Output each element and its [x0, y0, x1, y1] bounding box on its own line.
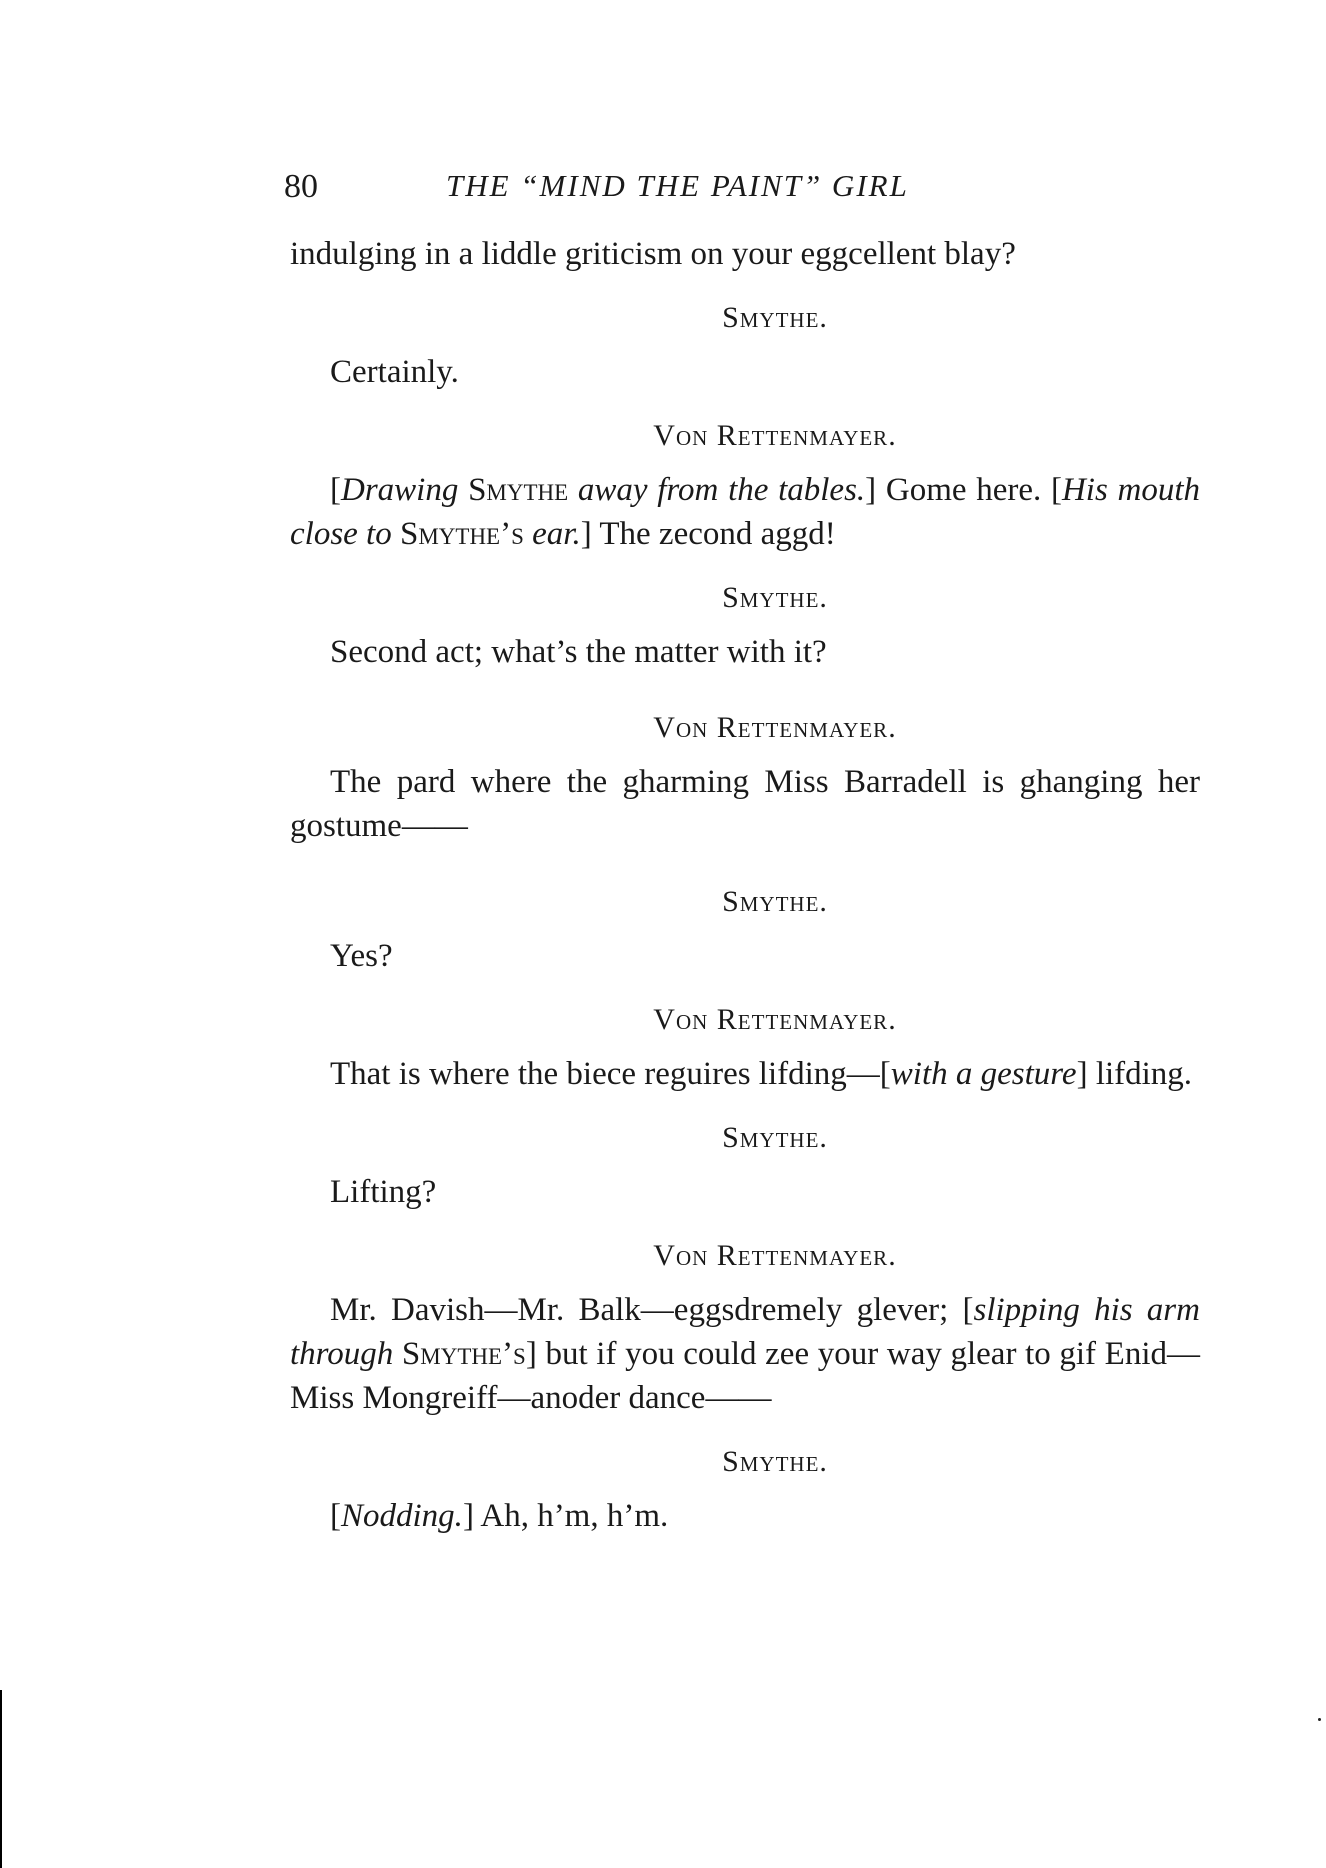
- speech-line: Second act; what’s the matter with it?: [330, 634, 827, 670]
- speech-line: Lifting?: [330, 1174, 437, 1210]
- stage-direction: slipping his arm through: [290, 1292, 1200, 1372]
- speech-line: Yes?: [330, 938, 393, 974]
- page-number: 80: [284, 168, 318, 205]
- speech-line: [Nodding.] Ah, h’m, h’m.: [330, 1498, 669, 1534]
- character-reference: Smythe: [458, 472, 578, 508]
- speaker-name: Von Rettenmayer.: [653, 711, 897, 744]
- scan-edge-line: [0, 1690, 2, 1868]
- running-title: THE “MIND THE PAINT” GIRL: [446, 168, 909, 203]
- stage-direction: His mouth close to: [290, 472, 1200, 552]
- speaker-name: Smythe.: [722, 301, 828, 334]
- scan-speck: [1318, 1718, 1321, 1721]
- speech-line: Mr. Davish—Mr. Balk—eggsdremely glever; [slipping his arm through Smythe’s] but if you could zee your way glear to gif Enid—Miss Mongreiff—anoder dance——: [290, 1292, 1200, 1416]
- page-header: [284, 168, 1214, 208]
- speaker-name: Von Rettenmayer.: [653, 1239, 897, 1272]
- stage-direction: Drawing: [341, 472, 459, 508]
- speech-line: [Drawing Smythe away from the tables.] Gome here. [His mouth close to Smythe’s ear.] The zecond aggd!: [290, 472, 1200, 552]
- character-reference: Smythe’s: [393, 1336, 526, 1372]
- stage-direction: Nodding.: [341, 1498, 463, 1534]
- speech-line: That is where the biece reguires lifding—[with a gesture] lifding.: [330, 1056, 1193, 1092]
- stage-direction: ear.: [532, 516, 581, 552]
- character-reference: Smythe’s: [391, 516, 533, 552]
- speech-line: The pard where the gharming Miss Barradell is ghanging her gostume——: [290, 764, 1200, 844]
- play-text: [290, 232, 1200, 1538]
- speaker-name: Smythe.: [722, 885, 828, 918]
- speech-line: indulging in a liddle griticism on your eggcellent blay?: [290, 236, 1016, 272]
- speaker-name: Von Rettenmayer.: [653, 1003, 897, 1036]
- speaker-name: Smythe.: [722, 1445, 828, 1478]
- speaker-name: Smythe.: [722, 581, 828, 614]
- speaker-name: Smythe.: [722, 1121, 828, 1154]
- stage-direction: away from the tables.: [577, 472, 866, 508]
- stage-direction: with a gesture: [890, 1056, 1077, 1092]
- speaker-name: Von Rettenmayer.: [653, 419, 897, 452]
- speech-line: Certainly.: [330, 354, 459, 390]
